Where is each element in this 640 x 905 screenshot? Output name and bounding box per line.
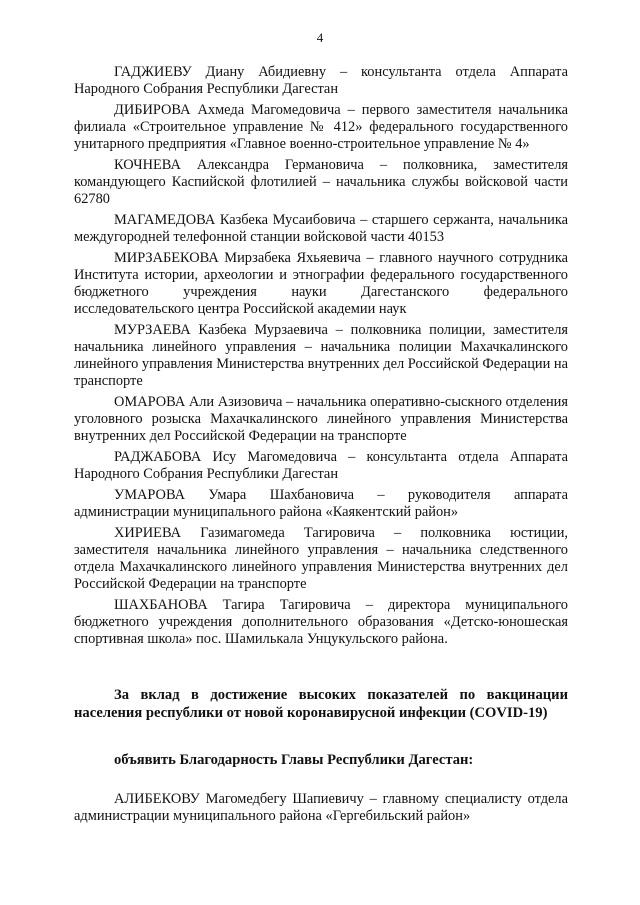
- list-item: ШАХБАНОВА Тагира Тагировича – директора муниципального бюджетного учреждения дополнительного образования «Детско-юношеская спортивная школа» пос. Шамилькала Унцукульского района.: [74, 597, 568, 647]
- list-item: РАДЖАБОВА Ису Магомедовича – консультанта отдела Аппарата Народного Собрания Республики Дагестан: [74, 449, 568, 482]
- announcement-heading: объявить Благодарность Главы Республики Дагестан:: [114, 752, 474, 768]
- list-item: ГАДЖИЕВУ Диану Абидиевну – консультанта отдела Аппарата Народного Собрания Республики Дагестан: [74, 64, 568, 97]
- list-item: МИРЗАБЕКОВА Мирзабека Яхьяевича – главного научного сотрудника Института истории, археологии и этнографии федерального государственного бюджетного учреждения науки Дагестанского федерального исследовательского центра Российской академии наук: [74, 250, 568, 317]
- list-item: ДИБИРОВА Ахмеда Магомедовича – первого заместителя начальника филиала «Строительное управление № 412» федерального государственного унитарного предприятия «Главное военно-строительное управление № 4»: [74, 102, 568, 152]
- list-item: МАГАМЕДОВА Казбека Мусаибовича – старшего сержанта, начальника междугородней телефонной станции войсковой части 40153: [74, 212, 568, 245]
- list-item: УМАРОВА Умара Шахбановича – руководителя аппарата администрации муниципального района «Каякентский район»: [74, 487, 568, 520]
- award-paragraph: АЛИБЕКОВУ Магомедбегу Шапиевичу – главному специалисту отдела администрации муниципального района «Гергебильский район»: [74, 791, 568, 824]
- section-title: За вклад в достижение высоких показателей по вакцинации населения республики от новой коронавирусной инфекции (COVID-19): [74, 687, 568, 721]
- list-item: ОМАРОВА Али Азизовича – начальника оперативно-сыскного отделения уголовного розыска Махачкалинского линейного управления Министерства внутренних дел Российской Федерации на транспорте: [74, 394, 568, 444]
- list-item: МУРЗАЕВА Казбека Мурзаевича – полковника полиции, заместителя начальника линейного управления – начальника полиции Махачкалинского линейного управления Министерства внутренних дел Российской Федерации на транспорте: [74, 322, 568, 389]
- document-body: [74, 64, 568, 825]
- list-item: КОЧНЕВА Александра Германовича – полковника, заместителя командующего Каспийской флотилией – начальника службы войсковой части 62780: [74, 157, 568, 207]
- page-number: 4: [316, 30, 324, 45]
- list-item: ХИРИЕВА Газимагомеда Тагировича – полковника юстиции, заместителя начальника линейного управления – начальника следственного отдела Махачкалинского линейного управления Министерства внутренних дел Российской Федерации на транспорте: [74, 525, 568, 592]
